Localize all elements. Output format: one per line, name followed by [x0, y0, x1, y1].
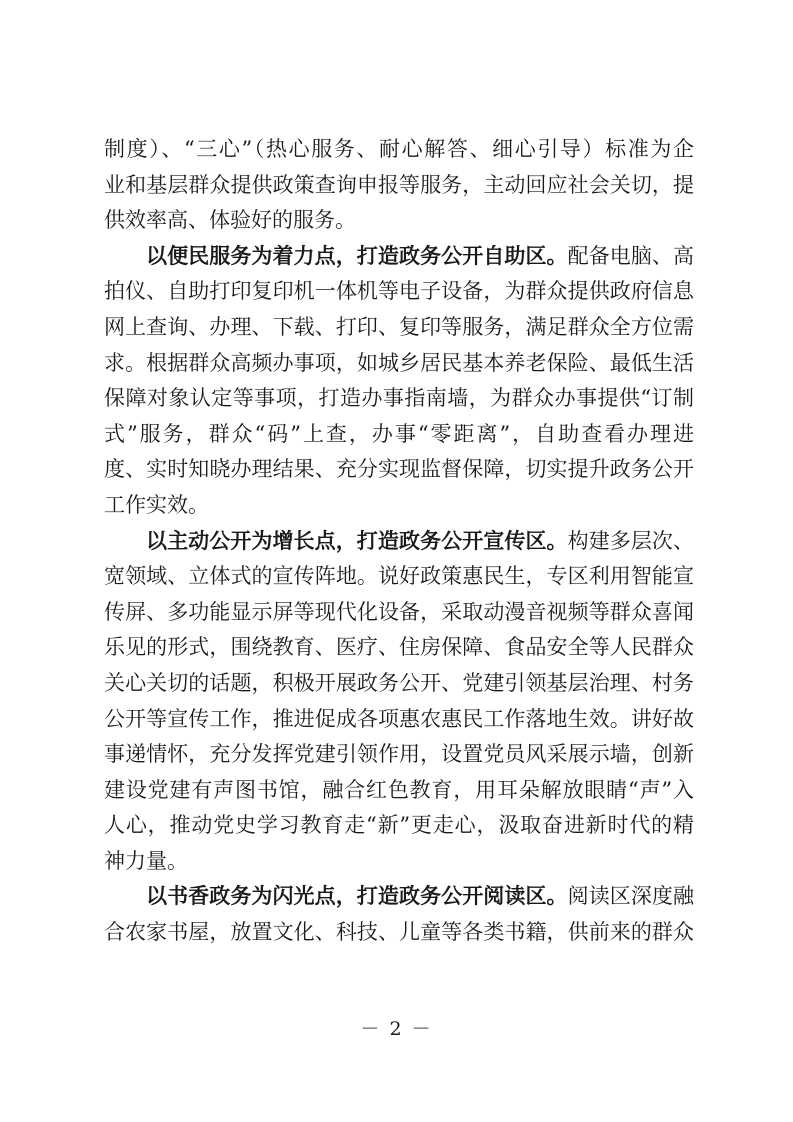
text-line: 人心，推动党史学习教育走“新”更走心，汲取奋进新时代的精	[104, 813, 694, 838]
text-line: 保障对象认定等事项，打造办事指南墙，为群众办事提供“订制	[104, 386, 694, 411]
section-heading: 以便民服务为着力点，打造政务公开自助区。	[146, 243, 568, 268]
text-line: 度、实时知晓办理结果、充分实现监督保障，切实提升政务公开	[104, 457, 694, 482]
text-line: 工作实效。	[104, 492, 209, 517]
paragraph-first-line	[104, 524, 694, 560]
document-body	[104, 132, 694, 951]
text-line: 制度）、“三心”（热心服务、耐心解答、细心引导）标准为企	[104, 137, 694, 161]
section-heading: 以主动公开为增长点，打造政务公开宣传区。	[146, 528, 568, 553]
text-line: 建设党建有声图书馆，融合红色教育，用耳朵解放眼睛“声”入	[104, 777, 694, 802]
paragraph-first-line	[104, 239, 694, 275]
text-line: 合农家书屋，放置文化、科技、儿童等各类书籍，供前来的群众	[104, 920, 694, 945]
page-number: － 2 －	[360, 1018, 433, 1040]
text-span: 构建多层次、	[567, 528, 694, 553]
text-line: 网上查询、办理、下载、打印、复印等服务，满足群众全方位需	[104, 314, 694, 339]
text-line: 宽领域、立体式的宣传阵地。说好政策惠民生，专区利用智能宣	[104, 564, 694, 589]
text-line: 求。根据群众高频办事项，如城乡居民基本养老保险、最低生活	[104, 350, 694, 375]
text-span: 配备电脑、高	[567, 243, 694, 268]
section-heading: 以书香政务为闪光点，打造政务公开阅读区。	[146, 884, 568, 909]
text-line: 乐见的形式，围绕教育、医疗、住房保障、食品安全等人民群众	[104, 635, 694, 660]
paragraph-first-line	[104, 879, 694, 915]
text-line: 业和基层群众提供政策查询申报等服务，主动回应社会关切，提	[104, 172, 694, 197]
text-span: 阅读区深度融	[567, 884, 694, 909]
text-line: 关心关切的话题，积极开展政务公开、党建引领基层治理、村务	[104, 670, 694, 695]
text-line: 拍仪、自助打印复印机一体机等电子设备，为群众提供政府信息	[104, 279, 694, 304]
text-line: 事递情怀，充分发挥党建引领作用，设置党员风采展示墙，创新	[104, 742, 694, 767]
text-line: 传屏、多功能显示屏等现代化设备，采取动漫音视频等群众喜闻	[104, 599, 694, 624]
text-line: 神力量。	[104, 848, 188, 873]
text-line: 供效率高、体验好的服务。	[104, 208, 356, 233]
text-line: 式”服务，群众“码”上查，办事“零距离”，自助查看办理进	[104, 421, 694, 446]
text-line: 公开等宣传工作，推进促成各项惠农惠民工作落地生效。讲好故	[104, 706, 694, 731]
